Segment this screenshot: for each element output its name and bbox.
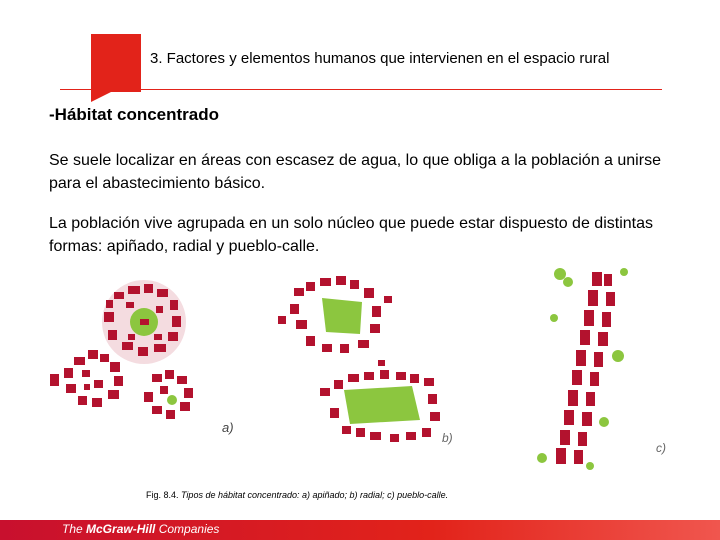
linear-settlement-illustration (537, 268, 666, 470)
paragraph-2: La población vive agrupada en un solo núcleo que puede estar dispuesto de distintas formas: apiñado, radial y pueblo-calle. (49, 215, 653, 255)
logo-prefix: The (62, 522, 87, 536)
label-a: a) (222, 420, 234, 435)
figure-caption (146, 490, 448, 500)
label-c: c) (656, 441, 666, 455)
logo-name: McGraw-Hill (86, 522, 156, 536)
cluster-buildings-2 (50, 350, 123, 407)
header-divider (60, 89, 662, 90)
logo-suffix: Companies (155, 522, 220, 536)
label-b: b) (442, 431, 453, 445)
footer-bar (0, 520, 720, 540)
publisher-logo (62, 522, 219, 536)
paragraph-1: Se suele localizar en áreas con escasez de agua, lo que obliga a la población a unirse para el abastecimiento básico. (49, 152, 661, 192)
clustered-settlement-illustration (50, 280, 234, 435)
caption-text: Tipos de hábitat concentrado: a) apiñado; b) radial; c) pueblo-calle. (181, 490, 449, 500)
section-heading: -Hábitat concentrado (49, 105, 220, 124)
caption-prefix: Fig. 8.4. (146, 490, 182, 500)
radial-settlement-illustration (278, 276, 453, 445)
settlement-types-figure (44, 262, 674, 474)
cluster-buildings-3 (144, 370, 193, 419)
page-title: 3. Factores y elementos humanos que intervienen en el espacio rural (150, 50, 610, 67)
header-red-block (91, 34, 141, 92)
